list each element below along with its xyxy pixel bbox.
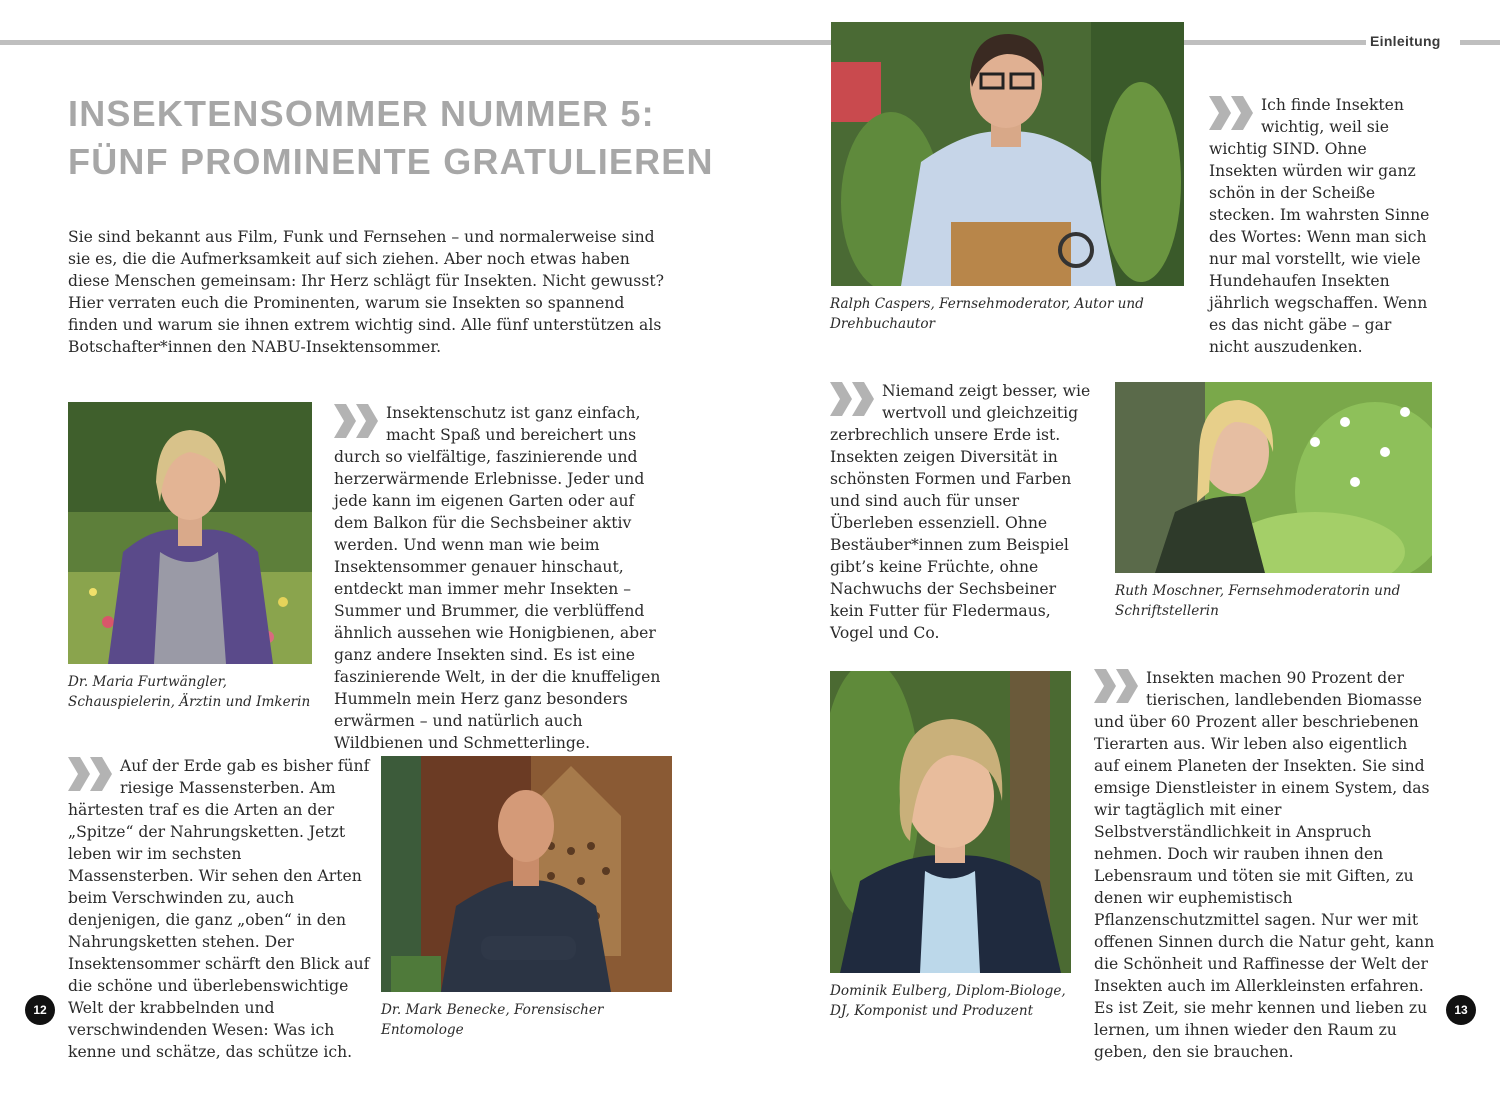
photo-ruth-moschner (1115, 382, 1432, 573)
quote-mark-icon (1094, 669, 1140, 703)
caption-ralph-caspers: Ralph Caspers, Fernsehmoderator, Autor und Drehbuchautor (830, 296, 1144, 332)
caption-dominik-eulberg: Dominik Eulberg, Diplom-Biologe, DJ, Komponist und Produzent (830, 983, 1066, 1019)
quote-ruth-moschner (830, 380, 1092, 644)
quote-text: Insektenschutz ist ganz einfach, macht Spaß und bereichert uns durch so vielfältige, faszinierende und herzerwärmende Erlebnisse. Jeder und jede kann im eigenen Garten oder auf dem Balkon für die Sechsbeiner aktiv werden. Und wenn man wie beim Insektensommer genauer hinschaut, entdeckt man immer mehr Insekten – Summer und Brummer, die verblüffend ähnlich aussehen wie Honigbienen, aber ganz andere Insekten sind. Es ist eine faszinierende Welt, in der die knuffeligen Hummeln mein Herz ganz besonders erwärmen – und natürlich auch Wildbienen und Schmetterlinge. (334, 404, 661, 752)
caption-maria-furtwaengler: Dr. Maria Furtwängler, Schauspielerin, Ärztin und Imkerin (68, 674, 311, 710)
photo-mark-benecke (381, 756, 672, 992)
title-line-2: FÜNF PROMINENTE GRATULIEREN (68, 141, 714, 182)
quote-text: Ich finde Insekten wichtig, weil sie wichtig SIND. Ohne Insekten würden wir ganz schön in der Scheiße stecken. Im wahrsten Sinne des Wortes: Wenn man sich nur mal vorstellt, wie viele Hundehaufen Insekten jährlich wegschaffen. Wenn es das nicht gäbe – gar nicht auszudenken. (1209, 96, 1430, 356)
quote-mark-icon (334, 404, 380, 438)
quote-ralph-caspers (1209, 94, 1435, 358)
photo-maria-furtwaengler (68, 402, 312, 664)
caption-ruth-moschner: Ruth Moschner, Fernsehmoderatorin und Schriftstellerin (1115, 583, 1401, 619)
title-line-1: INSEKTENSOMMER NUMMER 5: (68, 93, 655, 134)
header-rule-end (1460, 40, 1500, 45)
intro-paragraph: Sie sind bekannt aus Film, Funk und Fernsehen – und normalerweise sind sie es, die die Aufmerksamkeit auf sich ziehen. Aber noch etwas haben diese Menschen gemeinsam: Ihr Herz schlägt für Insekten. Nicht gewusst? Hier verraten euch die Prominenten, warum sie Insekten so spannend finden und warum sie ihnen extrem wichtig sind. Alle fünf unterstützen als Botschafter*innen den NABU-Insektensommer. (68, 228, 664, 356)
quote-mark-benecke (68, 755, 370, 1063)
quote-mark-icon (1209, 96, 1255, 130)
quote-mark-icon (830, 382, 876, 416)
caption-mark-benecke: Dr. Mark Benecke, Forensischer Entomologe (381, 1002, 604, 1038)
page-number-right: 13 (1446, 995, 1476, 1025)
photo-dominik-eulberg (830, 671, 1071, 973)
page-number-left: 12 (25, 995, 55, 1025)
quote-mark-icon (68, 757, 114, 791)
quote-text: Auf der Erde gab es bisher fünf riesige Massensterben. Am härtesten traf es die Arten an der „Spitze“ der Nahrungsketten. Jetzt leben wir im sechsten Massensterben. Wir sehen den Arten beim Verschwinden zu, auch denjenigen, die ganz „oben“ in den Nahrungsketten stehen. Der Insektensommer schärft den Blick auf die schöne und überlebenswichtige Welt der krabbelnden und verschwindenden Wesen: Was ich kenne und schätze, das schütze ich. (68, 757, 370, 1061)
quote-text: Insekten machen 90 Prozent der tierischen, landlebenden Biomasse und über 60 Prozent aller beschriebenen Tierarten aus. Wir leben also eigentlich auf einem Planeten der Insekten. Sie sind emsige Dienstleister in einem System, das wir tagtäglich mit einer Selbstverständlichkeit in Anspruch nehmen. Doch wir rauben ihnen den Lebensraum und töten sie mit Giften, zu denen wir euphemistisch Pflanzenschutzmittel sagen. Nur wer mit offenen Sinnen durch die Natur geht, kann die Schönheit und Raffinesse der Welt der Insekten auch im Allerkleinsten erfahren. Es ist Zeit, sie mehr kennen und lieben zu lernen, um ihnen wieder den Raum zu geben, den sie brauchen. (1094, 669, 1435, 1061)
quote-dominik-eulberg (1094, 667, 1436, 1063)
section-label: Einleitung (1370, 33, 1441, 49)
quote-text: Niemand zeigt besser, wie wertvoll und gleichzeitig zerbrechlich unsere Erde ist. Insekten zeigen Diversität in schönsten Formen und Farben und sind auch für unser Überleben essenziell. Ohne Bestäuber*innen zum Beispiel gibt’s keine Früchte, ohne Nachwuchs der Sechsbeiner kein Futter für Fledermaus, Vogel und Co. (830, 382, 1091, 642)
page-title (68, 90, 788, 186)
photo-ralph-caspers (831, 22, 1184, 286)
header-rule-left (0, 40, 832, 45)
quote-maria-furtwaengler (334, 402, 672, 754)
header-rule-right (1184, 40, 1366, 45)
